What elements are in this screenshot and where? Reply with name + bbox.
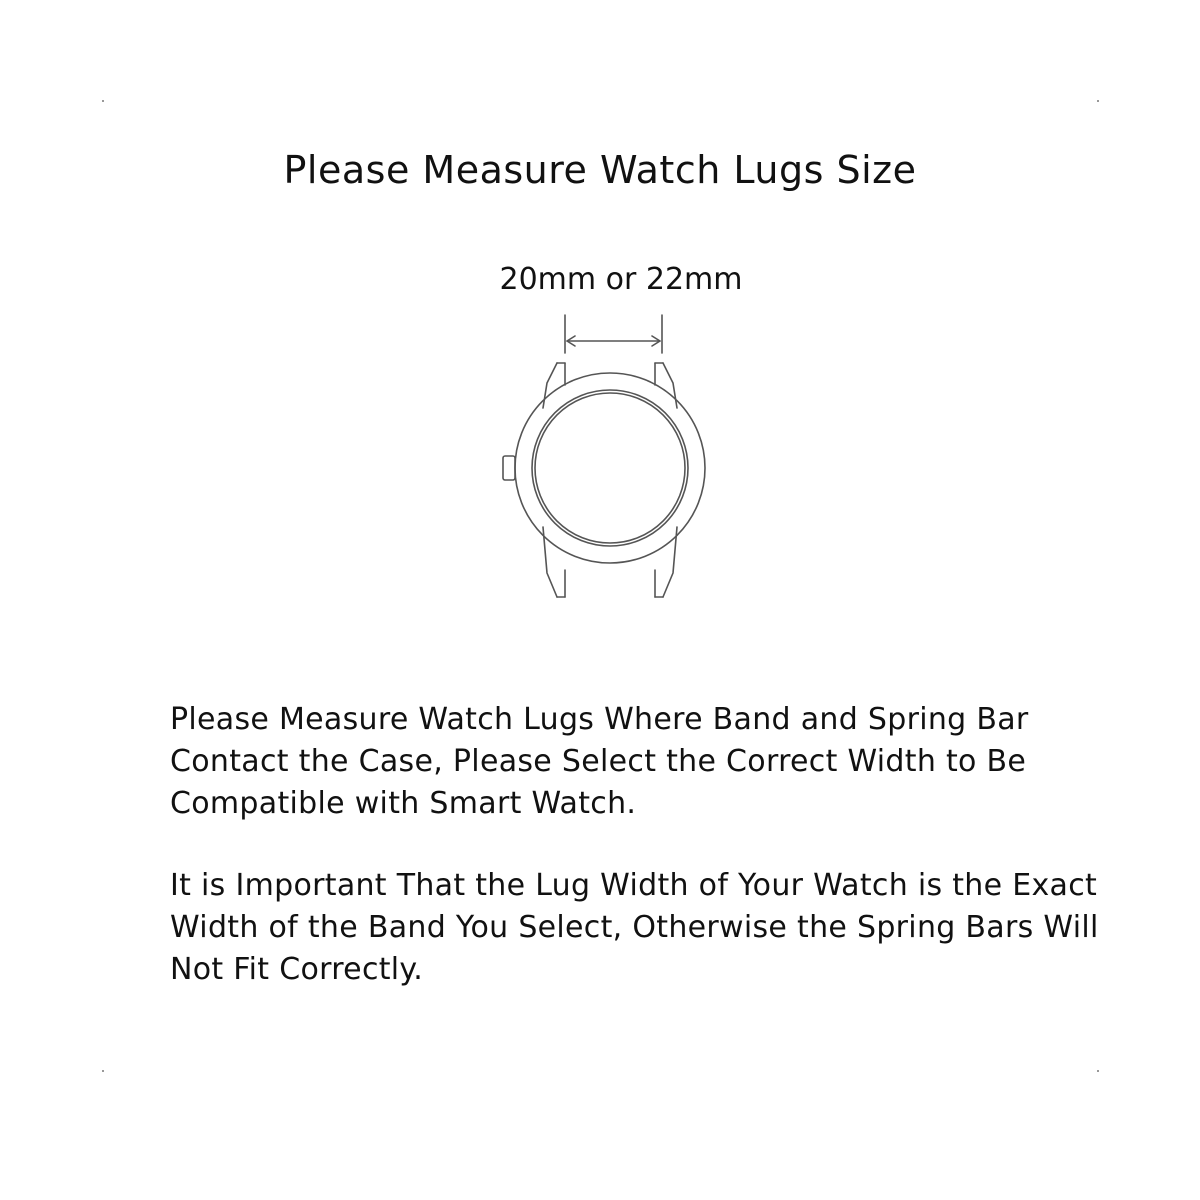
lower-lugs [543,527,677,597]
lug-width-label: 20mm or 22mm [499,262,743,297]
measurement-arrow [565,315,662,353]
watch-bezel [532,390,688,546]
watch-crown [503,456,515,480]
page-title: Please Measure Watch Lugs Size [283,148,917,192]
corner-mark-bottom-right [1097,1070,1099,1072]
corner-mark-bottom-left [102,1070,104,1072]
instruction-paragraph-important: It is Important That the Lug Width of Your Watch is the Exact Width of the Band You Select, Otherwise the Spring Bars Will Not Fit Correctly. [170,868,1099,987]
watch-lug-diagram [495,305,725,605]
instruction-paragraph-measure: Please Measure Watch Lugs Where Band and Spring Bar Contact the Case, Please Select the Correct Width to Be Compatible with Smart Watch. [170,702,1029,821]
corner-mark-top-right [1097,100,1099,102]
watch-bezel-inner [535,393,685,543]
corner-mark-top-left [102,100,104,102]
